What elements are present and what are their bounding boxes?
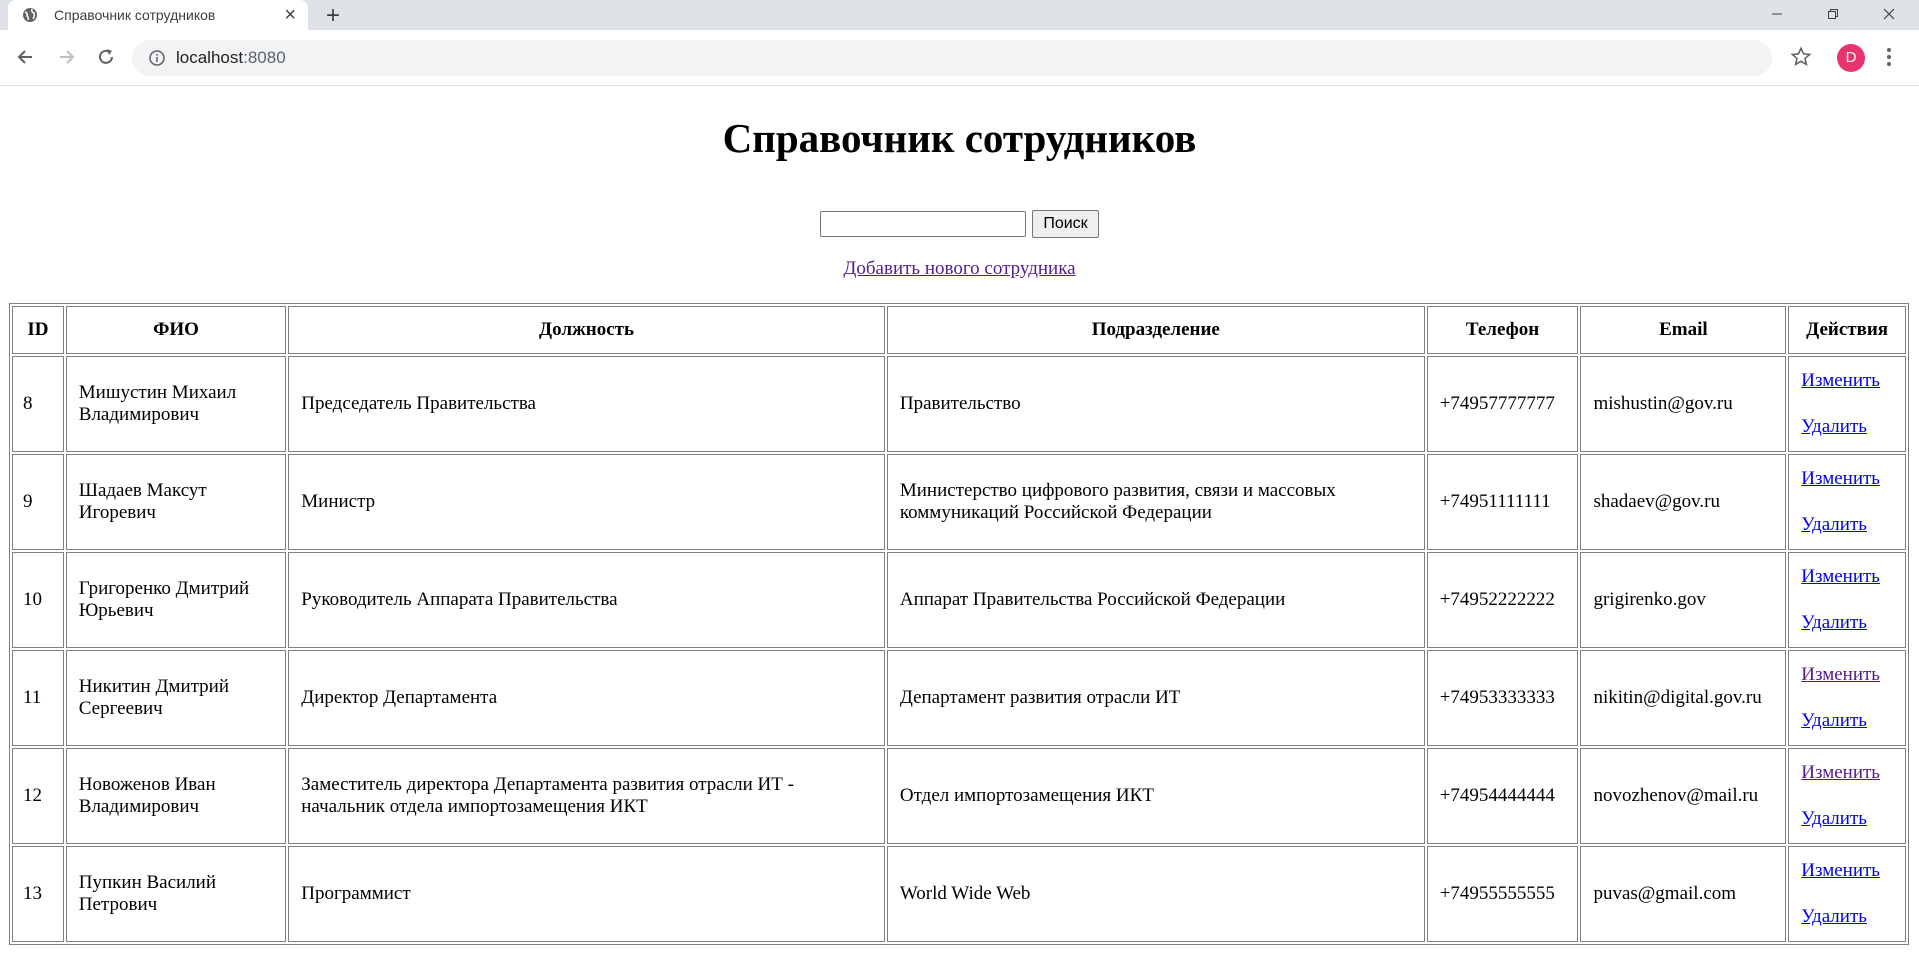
header-id: ID [12,306,64,354]
cell-name: Григоренко Дмитрий Юрьевич [66,552,286,648]
cell-actions [1788,552,1906,648]
info-icon[interactable] [148,49,166,67]
back-arrow-icon[interactable] [12,43,40,71]
cell-department: Министерство цифрового развития, связи и массовых коммуникаций Российской Федерации [887,454,1425,550]
browser-toolbar [0,30,1919,86]
header-email: Email [1580,306,1786,354]
forward-arrow-icon[interactable] [52,43,80,71]
edit-link[interactable]: Изменить [1801,664,1880,685]
cell-position: Министр [288,454,885,550]
cell-actions [1788,650,1906,746]
edit-link[interactable]: Изменить [1801,860,1880,881]
cell-name: Новоженов Иван Владимирович [66,748,286,844]
cell-id: 8 [12,356,64,452]
delete-link[interactable]: Удалить [1801,416,1867,437]
search-input[interactable] [820,211,1026,237]
table-row [12,748,1906,844]
cell-id: 9 [12,454,64,550]
cell-actions [1788,748,1906,844]
cell-email: shadaev@gov.ru [1580,454,1786,550]
cell-department: World Wide Web [887,846,1425,942]
table-row [12,650,1906,746]
cell-position: Программист [288,846,885,942]
address-bar[interactable] [132,40,1772,76]
header-position: Должность [288,306,885,354]
table-row [12,846,1906,942]
table-row [12,454,1906,550]
reload-icon[interactable] [92,43,120,71]
bookmark-star-icon[interactable] [1790,46,1812,68]
page-title: Справочник сотрудников [722,115,1197,161]
table-row [12,552,1906,648]
tab-strip [0,0,1919,30]
table-row [12,356,1906,452]
cell-name: Пупкин Василий Петрович [66,846,286,942]
profile-avatar[interactable]: D [1837,44,1865,72]
cell-email: grigirenko.gov [1580,552,1786,648]
close-tab-icon[interactable]: × [284,4,296,26]
close-window-icon[interactable] [1861,0,1917,30]
cell-email: novozhenov@mail.ru [1580,748,1786,844]
cell-phone: +74951111111 [1427,454,1579,550]
cell-id: 12 [12,748,64,844]
cell-phone: +74953333333 [1427,650,1579,746]
cell-department: Департамент развития отрасли ИТ [887,650,1425,746]
edit-link[interactable]: Изменить [1801,762,1880,783]
add-employee-link[interactable]: Добавить нового сотрудника [843,258,1076,279]
restore-icon[interactable] [1805,0,1861,30]
edit-link[interactable]: Изменить [1801,370,1880,391]
cell-department: Аппарат Правительства Российской Федерации [887,552,1425,648]
delete-link[interactable]: Удалить [1801,906,1867,927]
cell-id: 11 [12,650,64,746]
table-header-row [12,306,1906,354]
minimize-icon[interactable] [1749,0,1805,30]
url-text: localhost:8080 [176,48,286,67]
cell-email: puvas@gmail.com [1580,846,1786,942]
cell-phone: +74954444444 [1427,748,1579,844]
tab-title: Справочник сотрудников [54,7,216,23]
edit-link[interactable]: Изменить [1801,566,1880,587]
more-options-icon[interactable] [1886,46,1892,68]
cell-department: Отдел импортозамещения ИКТ [887,748,1425,844]
cell-actions [1788,846,1906,942]
delete-link[interactable]: Удалить [1801,808,1867,829]
new-tab-icon[interactable]: + [326,2,341,29]
cell-id: 13 [12,846,64,942]
cell-position: Председатель Правительства [288,356,885,452]
header-phone: Телефон [1427,306,1579,354]
delete-link[interactable]: Удалить [1801,514,1867,535]
page-content [0,86,1919,968]
cell-position: Заместитель директора Департамента развития отрасли ИТ - начальник отдела импортозамещения ИКТ [288,748,885,844]
cell-name: Мишустин Михаил Владимирович [66,356,286,452]
header-actions: Действия [1788,306,1906,354]
search-button[interactable]: Поиск [1032,210,1098,238]
browser-tab[interactable] [8,0,308,30]
cell-email: nikitin@digital.gov.ru [1580,650,1786,746]
cell-actions [1788,356,1906,452]
cell-actions [1788,454,1906,550]
cell-email: mishustin@gov.ru [1580,356,1786,452]
cell-phone: +74957777777 [1427,356,1579,452]
cell-name: Шадаев Максут Игоревич [66,454,286,550]
edit-link[interactable]: Изменить [1801,468,1880,489]
cell-department: Правительство [887,356,1425,452]
cell-phone: +74952222222 [1427,552,1579,648]
delete-link[interactable]: Удалить [1801,612,1867,633]
cell-position: Директор Департамента [288,650,885,746]
header-department: Подразделение [887,306,1425,354]
delete-link[interactable]: Удалить [1801,710,1867,731]
employees-table [9,303,1909,945]
globe-icon [22,7,38,23]
cell-position: Руководитель Аппарата Правительства [288,552,885,648]
cell-id: 10 [12,552,64,648]
search-form [0,210,1919,238]
cell-name: Никитин Дмитрий Сергеевич [66,650,286,746]
cell-phone: +74955555555 [1427,846,1579,942]
header-name: ФИО [66,306,286,354]
